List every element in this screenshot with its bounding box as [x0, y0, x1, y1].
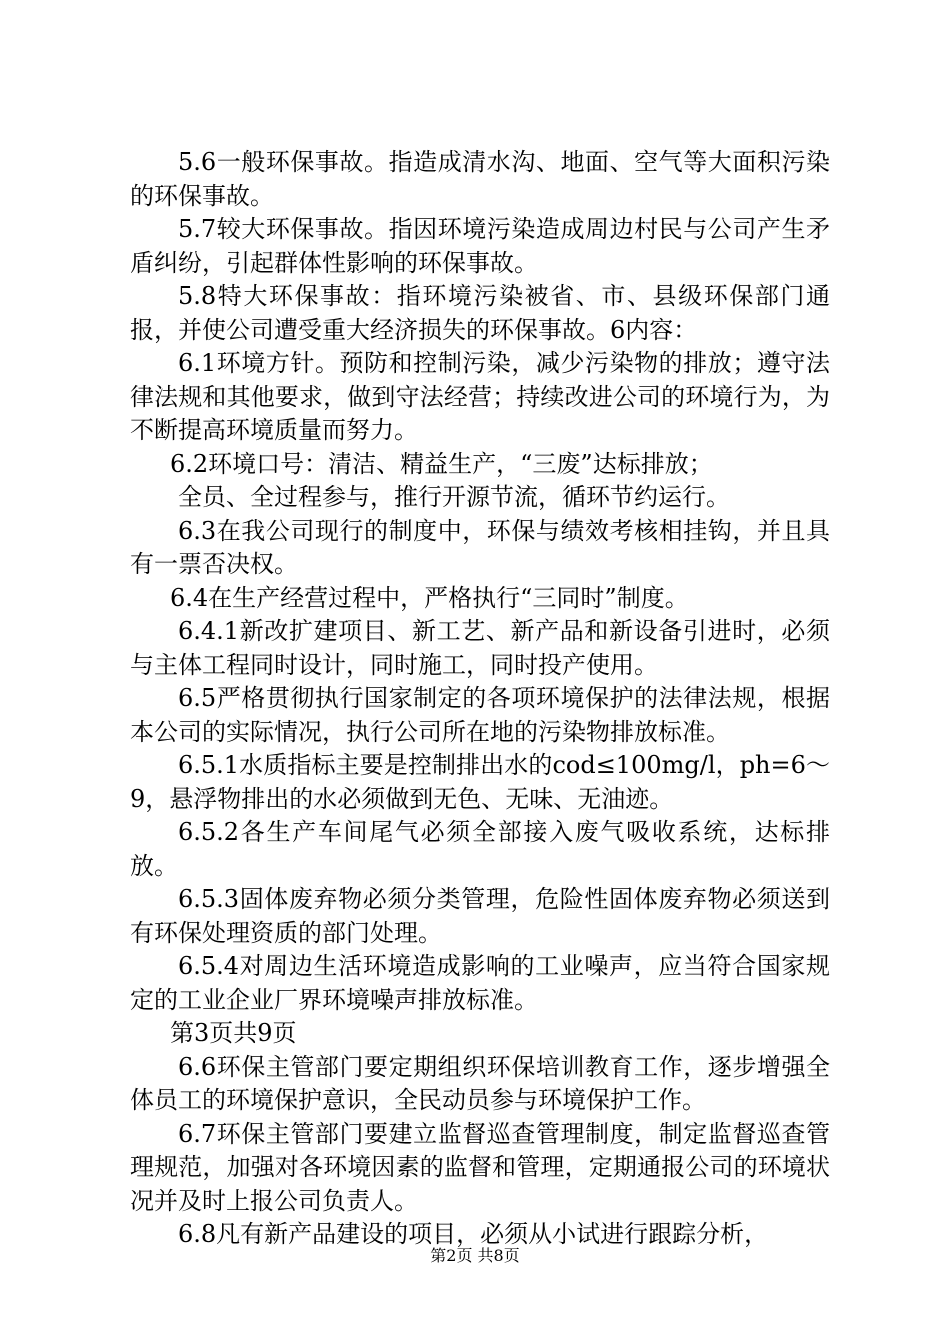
- paragraph-6-7: 6.7环保主管部门要建立监督巡查管理制度，制定监督巡查管理规范，加强对各环境因素的监督和管理，定期通报公司的环境状况并及时上报公司负责人。: [130, 1119, 830, 1215]
- page-footer: 第2页 共8页: [430, 1246, 520, 1265]
- paragraph-6-5-4: 6.5.4对周边生活环境造成影响的工业噪声，应当符合国家规定的工业企业厂界环境噪声排放标准。: [130, 952, 830, 1014]
- paragraph-6-4-1: 6.4.1新改扩建项目、新工艺、新产品和新设备引进时，必须与主体工程同时设计，同时施工，同时投产使用。: [130, 617, 830, 679]
- paragraph-6-6: 6.6环保主管部门要定期组织环保培训教育工作，逐步增强全体员工的环境保护意识，全民动员参与环境保护工作。: [130, 1052, 830, 1114]
- paragraph-6-3: 6.3在我公司现行的制度中，环保与绩效考核相挂钩，并且具有一票否决权。: [130, 516, 830, 578]
- paragraph-6-8: 6.8凡有新产品建设的项目，必须从小试进行跟踪分析，: [178, 1220, 769, 1248]
- paragraph-6-2: 6.2环境口号：清洁、精益生产，“三废”达标排放；: [170, 449, 713, 478]
- paragraph-5-6: 5.6一般环保事故。指造成清水沟、地面、空气等大面积污染的环保事故。: [130, 148, 830, 210]
- paragraph-5-8: 5.8特大环保事故：指环境污染被省、市、县级环保部门通报，并使公司遭受重大经济损失的环保事故。6内容：: [130, 282, 830, 344]
- paragraph-6-5-1: 6.5.1水质指标主要是控制排出水的cod≤100mg/l，ph=6～9，悬浮物排出的水必须做到无色、无味、无油迹。: [130, 751, 830, 813]
- paragraph-6-5-3: 6.5.3固体废弃物必须分类管理，危险性固体废弃物必须送到有环保处理资质的部门处理。: [130, 885, 830, 947]
- paragraph-6-5-2: 6.5.2各生产车间尾气必须全部接入废气吸收系统，达标排放。: [130, 818, 830, 880]
- document-body: [130, 146, 830, 1252]
- paragraph-5-7: 5.7较大环保事故。指因环境污染造成周边村民与公司产生矛盾纠纷，引起群体性影响的环保事故。: [130, 215, 830, 277]
- paragraph-6-4: 6.4在生产经营过程中，严格执行“三同时”制度。: [170, 583, 689, 612]
- paragraph-6-5: 6.5严格贯彻执行国家制定的各项环境保护的法律法规，根据本公司的实际情况，执行公司所在地的污染物排放标准。: [130, 684, 830, 746]
- paragraph-6-1: 6.1环境方针。预防和控制污染，减少污染物的排放；遵守法律法规和其他要求，做到守法经营；持续改进公司的环境行为，为不断提高环境质量而努力。: [130, 349, 830, 444]
- paragraph-6-2-continued: 全员、全过程参与，推行开源节流，循环节约运行。: [178, 483, 730, 511]
- inline-page-marker: 第3页共9页: [170, 1019, 297, 1047]
